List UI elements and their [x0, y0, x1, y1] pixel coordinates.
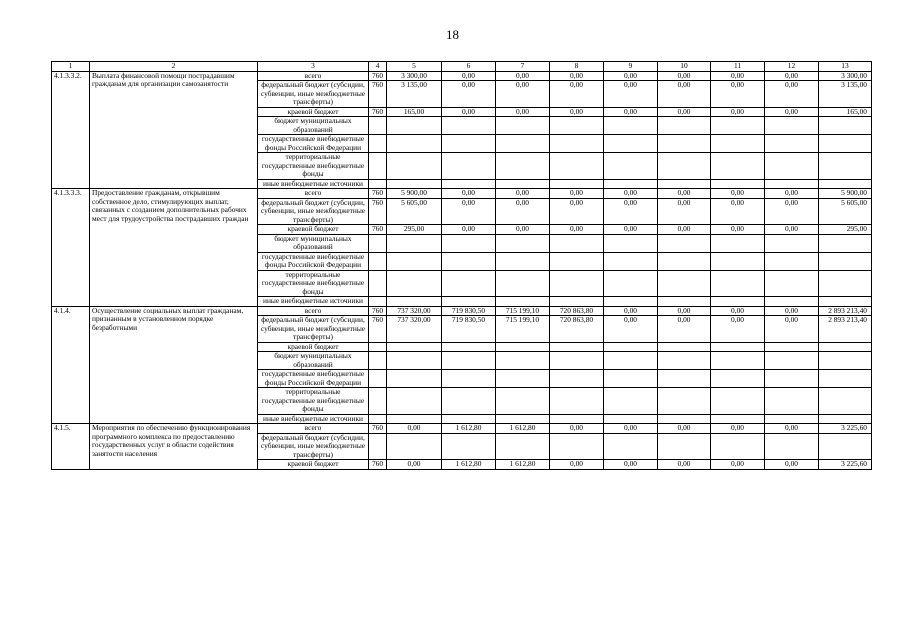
- value-cell: 0,00: [658, 189, 711, 199]
- funding-source: бюджет муниципальных образований: [258, 234, 369, 252]
- value-cell: 165,00: [387, 107, 442, 117]
- value-cell: [765, 433, 819, 460]
- value-cell: [496, 135, 550, 153]
- value-cell: [765, 342, 819, 352]
- value-cell: [387, 117, 442, 135]
- value-cell: [369, 342, 387, 352]
- value-cell: 295,00: [819, 225, 872, 235]
- funding-source: территориальные государственные внебюджетные фонды: [258, 153, 369, 180]
- funding-source: всего: [258, 306, 369, 316]
- funding-source: всего: [258, 424, 369, 434]
- value-cell: [819, 153, 872, 180]
- header-cell: 11: [711, 62, 765, 72]
- value-cell: [604, 135, 658, 153]
- value-cell: 0,00: [442, 198, 496, 225]
- value-cell: 0,00: [765, 189, 819, 199]
- funding-source: бюджет муниципальных образований: [258, 117, 369, 135]
- row-code: 4.1.3.3.2.: [52, 71, 90, 189]
- value-cell: [496, 252, 550, 270]
- value-cell: [604, 297, 658, 307]
- value-cell: [658, 234, 711, 252]
- value-cell: [550, 433, 604, 460]
- value-cell: [442, 135, 496, 153]
- value-cell: [387, 270, 442, 297]
- header-cell: 8: [550, 62, 604, 72]
- value-cell: 0,00: [711, 81, 765, 108]
- value-cell: [658, 179, 711, 189]
- value-cell: [711, 179, 765, 189]
- value-cell: [711, 370, 765, 388]
- value-cell: 737 320,00: [387, 316, 442, 343]
- value-cell: 3 135,00: [387, 81, 442, 108]
- header-cell: 7: [496, 62, 550, 72]
- value-cell: [711, 352, 765, 370]
- value-cell: [442, 117, 496, 135]
- value-cell: [765, 270, 819, 297]
- value-cell: 0,00: [658, 198, 711, 225]
- value-cell: 0,00: [765, 306, 819, 316]
- value-cell: 0,00: [711, 316, 765, 343]
- value-cell: [604, 179, 658, 189]
- funding-source: федеральный бюджет (субсидии, субвенции, иные межбюджетные трансферты): [258, 81, 369, 108]
- value-cell: [658, 370, 711, 388]
- page-number: 18: [446, 27, 459, 42]
- value-cell: [496, 414, 550, 424]
- value-cell: 0,00: [442, 81, 496, 108]
- value-cell: 0,00: [711, 306, 765, 316]
- value-cell: [387, 370, 442, 388]
- value-cell: [369, 297, 387, 307]
- funding-source: иные внебюджетные источники: [258, 179, 369, 189]
- table-body: [52, 62, 872, 470]
- value-cell: [442, 414, 496, 424]
- value-cell: [369, 117, 387, 135]
- value-cell: [387, 179, 442, 189]
- value-cell: [604, 153, 658, 180]
- value-cell: [369, 352, 387, 370]
- value-cell: [819, 297, 872, 307]
- value-cell: 165,00: [819, 107, 872, 117]
- header-cell: 9: [604, 62, 658, 72]
- value-cell: [711, 135, 765, 153]
- value-cell: [550, 297, 604, 307]
- value-cell: 0,00: [496, 71, 550, 81]
- header-cell: 3: [258, 62, 369, 72]
- value-cell: [658, 388, 711, 415]
- value-cell: [387, 234, 442, 252]
- header-cell: 10: [658, 62, 711, 72]
- value-cell: [604, 342, 658, 352]
- value-cell: [658, 352, 711, 370]
- value-cell: [604, 117, 658, 135]
- value-cell: [819, 352, 872, 370]
- value-cell: [765, 370, 819, 388]
- value-cell: [550, 252, 604, 270]
- value-cell: [442, 352, 496, 370]
- header-cell: 6: [442, 62, 496, 72]
- value-cell: 0,00: [496, 107, 550, 117]
- value-cell: 0,00: [711, 71, 765, 81]
- funding-source: краевой бюджет: [258, 460, 369, 470]
- value-cell: [819, 117, 872, 135]
- value-cell: [765, 234, 819, 252]
- value-cell: 295,00: [387, 225, 442, 235]
- value-cell: [658, 117, 711, 135]
- value-cell: 0,00: [550, 424, 604, 434]
- value-cell: 3 225,60: [819, 460, 872, 470]
- value-cell: [369, 153, 387, 180]
- value-cell: [819, 135, 872, 153]
- value-cell: 715 199,10: [496, 306, 550, 316]
- value-cell: [496, 297, 550, 307]
- row-code: 4.1.4.: [52, 306, 90, 424]
- value-cell: [819, 342, 872, 352]
- header-cell: 4: [369, 62, 387, 72]
- value-cell: 0,00: [496, 189, 550, 199]
- value-cell: [604, 414, 658, 424]
- value-cell: [442, 388, 496, 415]
- value-cell: 760: [369, 189, 387, 199]
- value-cell: 0,00: [658, 306, 711, 316]
- value-cell: [369, 179, 387, 189]
- value-cell: [387, 135, 442, 153]
- funding-source: государственные внебюджетные фонды Российской Федерации: [258, 135, 369, 153]
- value-cell: 0,00: [442, 107, 496, 117]
- value-cell: 0,00: [658, 107, 711, 117]
- value-cell: 0,00: [658, 225, 711, 235]
- header-cell: 12: [765, 62, 819, 72]
- value-cell: [387, 252, 442, 270]
- value-cell: [442, 370, 496, 388]
- value-cell: [711, 270, 765, 297]
- value-cell: 5 605,00: [819, 198, 872, 225]
- value-cell: [442, 252, 496, 270]
- value-cell: [604, 252, 658, 270]
- value-cell: [550, 342, 604, 352]
- value-cell: [819, 179, 872, 189]
- row-title: Выплата финансовой помощи пострадавшим гражданам для организации самозанятости: [90, 71, 258, 189]
- value-cell: 0,00: [496, 198, 550, 225]
- value-cell: [711, 297, 765, 307]
- value-cell: [765, 352, 819, 370]
- funding-source: иные внебюджетные источники: [258, 297, 369, 307]
- value-cell: 0,00: [604, 306, 658, 316]
- value-cell: [550, 135, 604, 153]
- value-cell: 3 135,00: [819, 81, 872, 108]
- value-cell: 760: [369, 460, 387, 470]
- value-cell: [765, 388, 819, 415]
- value-cell: [442, 270, 496, 297]
- value-cell: [369, 433, 387, 460]
- value-cell: [442, 342, 496, 352]
- value-cell: [765, 117, 819, 135]
- value-cell: [496, 153, 550, 180]
- value-cell: 1 612,80: [496, 460, 550, 470]
- value-cell: [604, 433, 658, 460]
- value-cell: [442, 153, 496, 180]
- value-cell: [369, 270, 387, 297]
- header-row: [52, 62, 872, 72]
- value-cell: 760: [369, 198, 387, 225]
- funding-source: федеральный бюджет (субсидии, субвенции, иные межбюджетные трансферты): [258, 316, 369, 343]
- value-cell: 0,00: [387, 460, 442, 470]
- value-cell: [819, 370, 872, 388]
- funding-source: иные внебюджетные источники: [258, 414, 369, 424]
- value-cell: [496, 370, 550, 388]
- value-cell: 737 320,00: [387, 306, 442, 316]
- value-cell: 0,00: [442, 189, 496, 199]
- value-cell: 720 863,80: [550, 306, 604, 316]
- row-title: Мероприятия по обеспечению функционирования программного комплекса по предоставлению государственных услуг в области содействия занятости населения: [90, 424, 258, 470]
- funding-source: краевой бюджет: [258, 225, 369, 235]
- value-cell: [819, 252, 872, 270]
- value-cell: [819, 270, 872, 297]
- value-cell: [387, 433, 442, 460]
- value-cell: 1 612,80: [442, 460, 496, 470]
- value-cell: 2 893 213,40: [819, 316, 872, 343]
- value-cell: [496, 234, 550, 252]
- value-cell: [711, 342, 765, 352]
- value-cell: [550, 270, 604, 297]
- value-cell: [369, 252, 387, 270]
- funding-source: бюджет муниципальных образований: [258, 352, 369, 370]
- value-cell: 0,00: [765, 107, 819, 117]
- value-cell: 0,00: [442, 71, 496, 81]
- value-cell: [819, 388, 872, 415]
- value-cell: 0,00: [604, 71, 658, 81]
- value-cell: [711, 433, 765, 460]
- value-cell: 2 893 213,40: [819, 306, 872, 316]
- value-cell: 0,00: [442, 225, 496, 235]
- value-cell: 0,00: [765, 198, 819, 225]
- value-cell: 0,00: [496, 225, 550, 235]
- value-cell: [496, 179, 550, 189]
- value-cell: 760: [369, 71, 387, 81]
- value-cell: [819, 234, 872, 252]
- value-cell: 0,00: [550, 460, 604, 470]
- value-cell: [387, 352, 442, 370]
- value-cell: [550, 370, 604, 388]
- value-cell: 0,00: [604, 81, 658, 108]
- value-cell: [496, 352, 550, 370]
- value-cell: [711, 252, 765, 270]
- value-cell: 0,00: [604, 107, 658, 117]
- value-cell: [711, 117, 765, 135]
- value-cell: 760: [369, 306, 387, 316]
- value-cell: [550, 234, 604, 252]
- value-cell: 760: [369, 107, 387, 117]
- value-cell: 760: [369, 81, 387, 108]
- value-cell: [550, 388, 604, 415]
- value-cell: [369, 388, 387, 415]
- value-cell: 760: [369, 424, 387, 434]
- value-cell: [387, 388, 442, 415]
- value-cell: [442, 234, 496, 252]
- value-cell: [658, 297, 711, 307]
- value-cell: 0,00: [550, 225, 604, 235]
- value-cell: [369, 234, 387, 252]
- value-cell: 0,00: [711, 107, 765, 117]
- value-cell: [369, 135, 387, 153]
- funding-source: территориальные государственные внебюджетные фонды: [258, 388, 369, 415]
- value-cell: [604, 352, 658, 370]
- value-cell: [369, 414, 387, 424]
- value-cell: [658, 414, 711, 424]
- value-cell: [496, 270, 550, 297]
- value-cell: [550, 117, 604, 135]
- value-cell: 760: [369, 225, 387, 235]
- value-cell: 720 863,80: [550, 316, 604, 343]
- value-cell: 0,00: [604, 198, 658, 225]
- value-cell: 0,00: [711, 225, 765, 235]
- value-cell: 0,00: [604, 189, 658, 199]
- value-cell: [819, 433, 872, 460]
- row-title: Предоставление гражданам, открывшим собственное дело, стимулирующих выплат, связанных с созданием дополнительных рабочих мест для трудоустройства пострадавших граждан: [90, 189, 258, 307]
- value-cell: [604, 370, 658, 388]
- funding-source: государственные внебюджетные фонды Российской Федерации: [258, 370, 369, 388]
- value-cell: 0,00: [765, 460, 819, 470]
- funding-source: государственные внебюджетные фонды Российской Федерации: [258, 252, 369, 270]
- value-cell: [442, 179, 496, 189]
- value-cell: 0,00: [711, 460, 765, 470]
- header-cell: 5: [387, 62, 442, 72]
- value-cell: 0,00: [765, 71, 819, 81]
- funding-source: территориальные государственные внебюджетные фонды: [258, 270, 369, 297]
- value-cell: 0,00: [550, 107, 604, 117]
- value-cell: 719 830,50: [442, 316, 496, 343]
- value-cell: 0,00: [604, 460, 658, 470]
- value-cell: 0,00: [604, 225, 658, 235]
- value-cell: 0,00: [711, 424, 765, 434]
- funding-source: федеральный бюджет (субсидии, субвенции, иные межбюджетные трансферты): [258, 198, 369, 225]
- value-cell: 5 900,00: [819, 189, 872, 199]
- value-cell: [765, 297, 819, 307]
- value-cell: [658, 342, 711, 352]
- value-cell: [765, 414, 819, 424]
- funding-source: всего: [258, 71, 369, 81]
- value-cell: [387, 414, 442, 424]
- value-cell: 719 830,50: [442, 306, 496, 316]
- value-cell: [711, 414, 765, 424]
- value-cell: 0,00: [550, 189, 604, 199]
- value-cell: [711, 153, 765, 180]
- funding-source: федеральный бюджет (субсидии, субвенции, иные межбюджетные трансферты): [258, 433, 369, 460]
- value-cell: [550, 179, 604, 189]
- value-cell: [765, 179, 819, 189]
- value-cell: [658, 135, 711, 153]
- value-cell: [387, 342, 442, 352]
- value-cell: [550, 352, 604, 370]
- value-cell: 3 300,00: [819, 71, 872, 81]
- value-cell: 0,00: [550, 198, 604, 225]
- value-cell: [765, 153, 819, 180]
- value-cell: [658, 153, 711, 180]
- value-cell: 5 605,00: [387, 198, 442, 225]
- funding-source: краевой бюджет: [258, 107, 369, 117]
- value-cell: 0,00: [765, 81, 819, 108]
- value-cell: 0,00: [496, 81, 550, 108]
- value-cell: [658, 433, 711, 460]
- value-cell: [711, 388, 765, 415]
- value-cell: 760: [369, 316, 387, 343]
- value-cell: 1 612,80: [496, 424, 550, 434]
- value-cell: [550, 414, 604, 424]
- value-cell: [496, 433, 550, 460]
- value-cell: [496, 342, 550, 352]
- value-cell: 3 300,00: [387, 71, 442, 81]
- value-cell: 715 199,10: [496, 316, 550, 343]
- value-cell: [550, 153, 604, 180]
- value-cell: [369, 370, 387, 388]
- value-cell: 0,00: [387, 424, 442, 434]
- funding-source: краевой бюджет: [258, 342, 369, 352]
- table-row: [52, 306, 872, 316]
- value-cell: [604, 270, 658, 297]
- value-cell: 0,00: [658, 316, 711, 343]
- value-cell: [387, 153, 442, 180]
- value-cell: 3 225,60: [819, 424, 872, 434]
- value-cell: 0,00: [550, 71, 604, 81]
- value-cell: 0,00: [765, 424, 819, 434]
- value-cell: 0,00: [550, 81, 604, 108]
- value-cell: 0,00: [765, 316, 819, 343]
- row-title: Осуществление социальных выплат гражданам, признанным в установленном порядке безработными: [90, 306, 258, 424]
- header-cell: 2: [90, 62, 258, 72]
- value-cell: [604, 234, 658, 252]
- value-cell: 0,00: [604, 316, 658, 343]
- value-cell: 0,00: [658, 460, 711, 470]
- table-row: [52, 71, 872, 81]
- value-cell: 0,00: [658, 81, 711, 108]
- value-cell: [496, 388, 550, 415]
- value-cell: 5 900,00: [387, 189, 442, 199]
- value-cell: [496, 117, 550, 135]
- funding-source: всего: [258, 189, 369, 199]
- value-cell: 0,00: [658, 424, 711, 434]
- header-cell: 13: [819, 62, 872, 72]
- row-code: 4.1.5.: [52, 424, 90, 470]
- value-cell: [658, 252, 711, 270]
- row-code: 4.1.3.3.3.: [52, 189, 90, 307]
- value-cell: 0,00: [711, 189, 765, 199]
- value-cell: [387, 297, 442, 307]
- value-cell: [819, 414, 872, 424]
- table-row: [52, 189, 872, 199]
- value-cell: [765, 252, 819, 270]
- value-cell: [442, 297, 496, 307]
- value-cell: 1 612,80: [442, 424, 496, 434]
- value-cell: [442, 433, 496, 460]
- value-cell: 0,00: [765, 225, 819, 235]
- value-cell: 0,00: [604, 424, 658, 434]
- value-cell: 0,00: [658, 71, 711, 81]
- value-cell: [711, 234, 765, 252]
- budget-table: [51, 61, 872, 470]
- value-cell: 0,00: [711, 198, 765, 225]
- value-cell: [765, 135, 819, 153]
- table-row: [52, 424, 872, 434]
- value-cell: [604, 388, 658, 415]
- value-cell: [658, 270, 711, 297]
- header-cell: 1: [52, 62, 90, 72]
